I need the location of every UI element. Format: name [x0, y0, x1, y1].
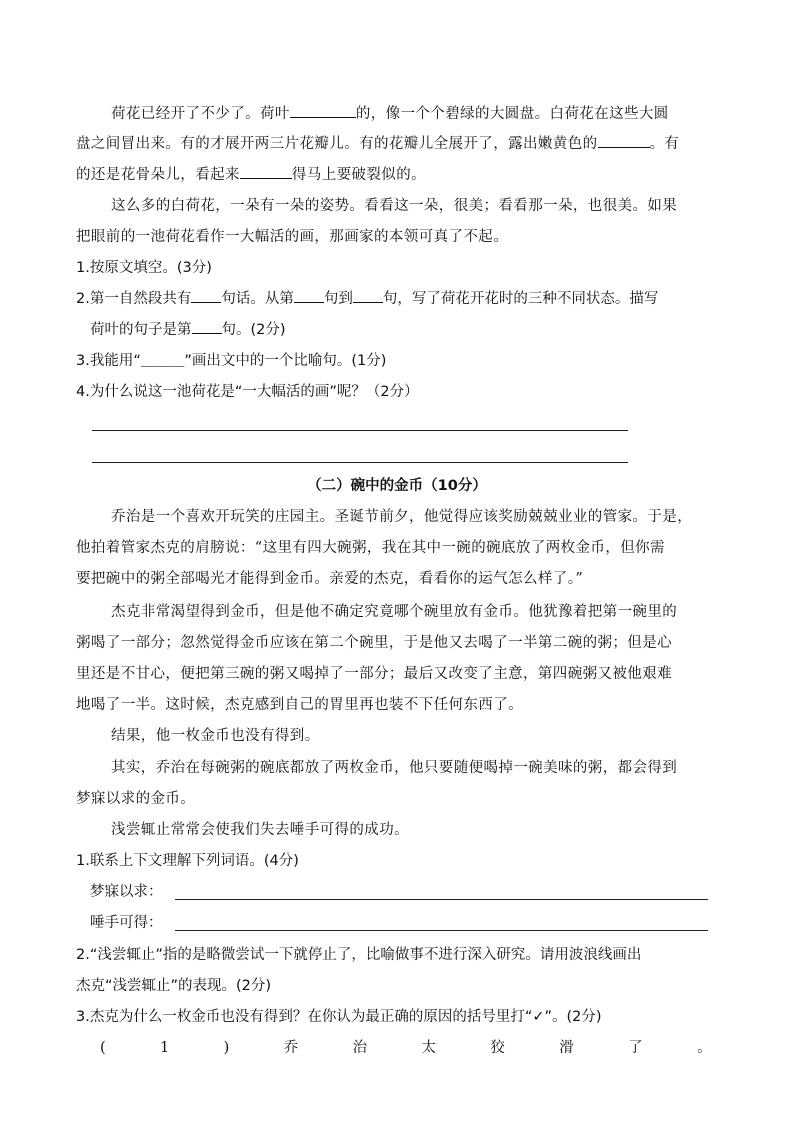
option-char: 太 [421, 1040, 437, 1056]
fill-blank[interactable] [353, 285, 383, 303]
question-1-2 [76, 284, 658, 315]
text: 3.我能用“ [76, 353, 141, 369]
paren-open: ( [100, 1040, 107, 1056]
text: 2.第一自然段共有 [76, 291, 192, 307]
option-char: 狡 [490, 1040, 506, 1056]
answer-line[interactable] [92, 430, 628, 431]
fill-blank[interactable] [290, 100, 356, 118]
answer-line[interactable] [175, 930, 708, 931]
answer-line[interactable] [175, 899, 708, 900]
question-1-2-cont [90, 315, 286, 346]
question-2-1: 1.联系上下文理解下列词语。(4分) [76, 853, 299, 869]
text: 荷叶的句子是第 [90, 322, 192, 338]
question-1-1: 1.按原文填空。(3分) [76, 260, 212, 276]
text: 的还是花骨朵儿，看起来 [76, 167, 240, 183]
text: 的，像一个个碧绿的大圆盘。白荷花在这些大圆 [355, 106, 669, 122]
fill-blank[interactable] [240, 161, 292, 179]
passage1-line1 [111, 99, 669, 130]
paren-close: ) [223, 1040, 230, 1056]
story-line: 杰克非常渴望得到金币，但是他不确定究竟哪个碗里放有金币。他犹豫着把第一碗里的 [111, 604, 678, 620]
fill-blank[interactable] [598, 130, 650, 148]
text: 句话。从第 [221, 291, 294, 307]
passage1-para2-line1: 这么多的白荷花，一朵有一朵的姿势。看看这一朵，很美；看看那一朵，也很美。如果 [111, 198, 678, 214]
story-line: 他拍着管家杰克的肩膀说：“这里有四大碗粥，我在其中一碗的碗底放了两枚金币，但你需 [76, 540, 665, 556]
text: 句。(2分) [221, 322, 286, 338]
story-line: 里还是不甘心，便把第三碗的粥又喝掉了一部分；最后又改变了主意，第四碗粥又被他艰难 [76, 666, 672, 682]
option-1[interactable] [100, 1033, 712, 1064]
passage1-line3 [76, 160, 426, 191]
story-line: 乔治是一个喜欢开玩笑的庄园主。圣诞节前夕，他觉得应该奖励兢兢业业的管家。于是， [111, 509, 693, 525]
text: 。有 [649, 136, 680, 152]
option-char: 乔 [283, 1040, 299, 1056]
story-line: 梦寐以求的金币。 [76, 791, 196, 807]
text: ”画出文中的一个比喻句。(1分) [184, 353, 387, 369]
answer-line[interactable] [92, 462, 628, 463]
question-1-4: 4.为什么说这一池荷花是“一大幅活的画”呢？（2分） [76, 384, 419, 400]
story-line: 结果，他一枚金币也没有得到。 [111, 728, 320, 744]
question-2-3: 3.杰克为什么一枚金币也没有得到？在你认为最正确的原因的括号里打“✓”。(2分) [76, 1009, 602, 1025]
passage1-para2-line2: 把眼前的一池荷花看作一大幅活的画，那画家的本领可真了不起。 [76, 229, 509, 245]
passage1-line2 [76, 129, 679, 160]
text: 句到 [323, 291, 353, 307]
question-1-3 [76, 346, 386, 377]
option-number: 1 [160, 1040, 170, 1056]
story-line: 浅尝辄止常常会使我们失去唾手可得的成功。 [111, 822, 409, 838]
text: 荷花已经开了不少了。荷叶 [111, 106, 290, 122]
story-line: 要把碗中的粥全部喝光才能得到金币。亲爱的杰克，看看你的运气怎么样了。” [76, 571, 584, 587]
text: 句，写了荷花开花时的三种不同状态。描写 [382, 291, 659, 307]
question-2-2-cont: 杰克“浅尝辄止”的表现。(2分) [76, 978, 272, 994]
option-char: 了 [628, 1040, 644, 1056]
fill-blank[interactable] [294, 285, 324, 303]
fill-blank[interactable] [191, 285, 221, 303]
text: 盘之间冒出来。有的才展开两三片花瓣儿。有的花瓣儿全展开了，露出嫩黄色的 [76, 136, 598, 152]
fill-blank[interactable] [192, 316, 222, 334]
story-line: 粥喝了一部分；忽然觉得金币应该在第二个碗里，于是他又去喝了一半第二碗的粥；但是心 [76, 635, 672, 651]
word-2-label: 唾手可得： [90, 915, 163, 931]
section-title: （二）碗中的金币（10分） [307, 478, 487, 494]
option-char: 。 [697, 1040, 712, 1056]
word-1-label: 梦寐以求： [90, 884, 163, 900]
text: 得马上要破裂似的。 [291, 167, 427, 183]
story-line: 其实，乔治在每碗粥的碗底都放了两枚金币，他只要随便喝掉一碗美味的粥，都会得到 [111, 760, 678, 776]
story-line: 地喝了一半。这时候，杰克感到自己的胃里再也装不下任何东西了。 [76, 697, 523, 713]
option-char: 治 [352, 1040, 368, 1056]
option-char: 滑 [559, 1040, 575, 1056]
underline-mark: ＿＿＿ [140, 353, 185, 369]
question-2-2: 2.“浅尝辄止”指的是略微尝试一下就停止了，比喻做事不进行深入研究。请用波浪线画出 [76, 947, 642, 963]
